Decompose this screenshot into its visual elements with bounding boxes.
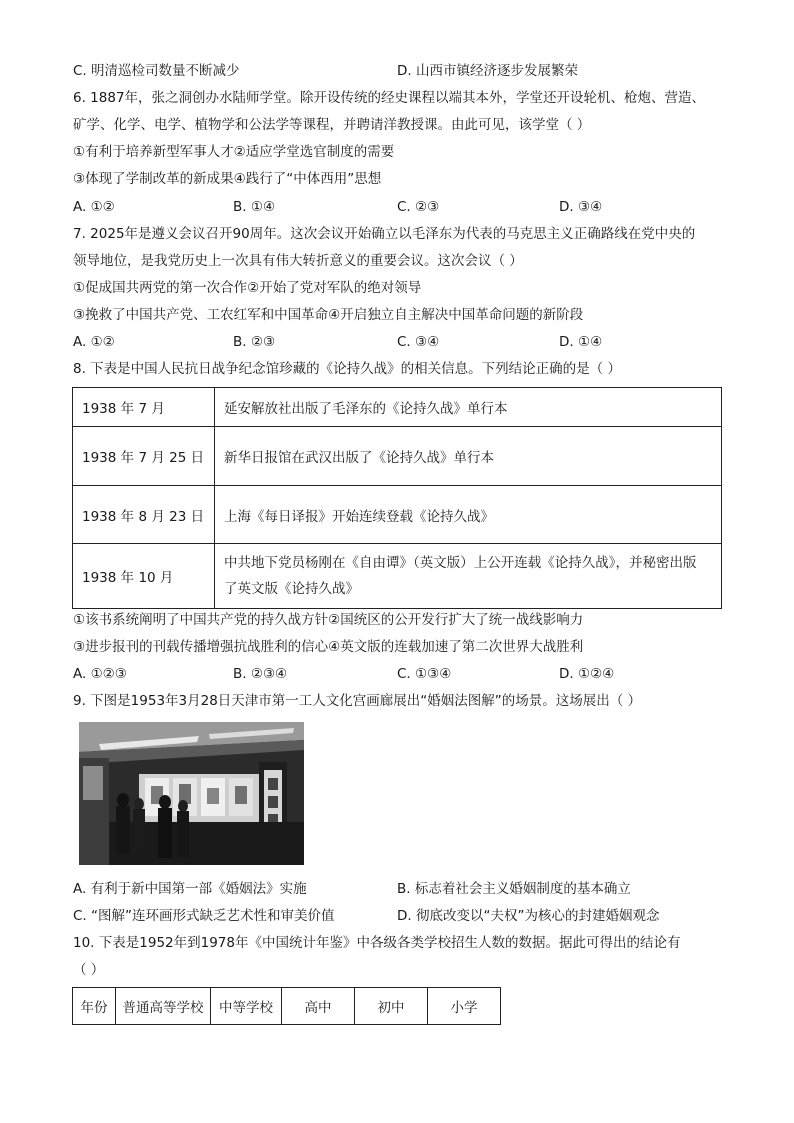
q7-option-b: B. ②③ <box>233 334 276 350</box>
q10-stem-line1: 10. 下表是1952年到1978年《中国统计年鉴》中各级各类学校招生人数的数据。据此可得出的结论有 <box>73 935 681 951</box>
q7-stem-line1: 7. 2025年是遵义会议召开90周年。这次会议开始确立以毛泽东为代表的马克思主义正确路线在党中央的 <box>73 226 696 242</box>
table-cell-date: 1938 年 8 月 23 日 <box>73 486 215 544</box>
table-cell-text-line1: 中共地下党员杨刚在《自由谭》（英文版）上公开连载《论持久战》，并秘密出版 <box>224 555 697 571</box>
table-cell-text-line2: 了英文版《论持久战》 <box>224 581 359 597</box>
q10-stem-line2: （ ） <box>73 962 105 978</box>
table-header-cell: 普通高等学校 <box>116 988 211 1025</box>
q9-option-a: A. 有利于新中国第一部《婚姻法》实施 <box>73 881 307 897</box>
table-cell-text: 延安解放社出版了毛泽东的《论持久战》单行本 <box>215 388 722 427</box>
table-row <box>73 544 722 609</box>
q10-table <box>72 987 501 1025</box>
q6-option-c: C. ②③ <box>397 199 440 215</box>
q6-statements-2: ③体现了学制改革的新成果④践行了“中体西用”思想 <box>73 171 382 187</box>
table-cell-text: 上海《每日译报》开始连续登载《论持久战》 <box>215 486 722 544</box>
q7-statements-2: ③挽救了中国共产党、工农红军和中国革命④开启独立自主解决中国革命问题的新阶段 <box>73 307 584 323</box>
q5-option-c: C. 明清巡检司数量不断减少 <box>73 63 240 79</box>
q6-statements-1: ①有利于培养新型军事人才②适应学堂选官制度的需要 <box>73 144 395 160</box>
q9-option-b: B. 标志着社会主义婚姻制度的基本确立 <box>397 881 631 897</box>
q7-option-a: A. ①② <box>73 334 115 350</box>
q9-stem: 9. 下图是1953年3月28日天津市第一工人文化宫画廊展出“婚姻法图解”的场景。这场展出（ ） <box>73 693 642 709</box>
q9-option-c: C. “图解”连环画形式缺乏艺术性和审美价值 <box>73 908 335 924</box>
q6-option-b: B. ①④ <box>233 199 276 215</box>
q8-stem: 8. 下表是中国人民抗日战争纪念馆珍藏的《论持久战》的相关信息。下列结论正确的是（ ） <box>73 361 621 377</box>
exhibition-photo <box>79 722 304 865</box>
table-header-cell: 中等学校 <box>211 988 282 1025</box>
q7-option-c: C. ③④ <box>397 334 440 350</box>
q7-stem-line2: 领导地位，是我党历史上一次具有伟大转折意义的重要会议。这次会议（ ） <box>73 253 523 269</box>
table-header-cell: 初中 <box>355 988 428 1025</box>
table-cell-date: 1938 年 7 月 <box>73 388 215 427</box>
q6-option-a: A. ①② <box>73 199 115 215</box>
q7-statements-1: ①促成国共两党的第一次合作②开始了党对军队的绝对领导 <box>73 280 422 296</box>
q6-stem-line1: 6. 1887年，张之洞创办水陆师学堂。除开设传统的经史课程以端其本外，学堂还开设轮机、枪炮、营造、 <box>73 90 706 106</box>
q8-statements-2: ③进步报刊的刊载传播增强抗战胜利的信心④英文版的连载加速了第二次世界大战胜利 <box>73 639 584 655</box>
table-cell-text <box>215 544 722 609</box>
table-header-row <box>73 988 501 1025</box>
table-row <box>73 388 722 427</box>
q6-stem-line2: 矿学、化学、电学、植物学和公法学等课程，并聘请洋教授课。由此可见，该学堂（ ） <box>73 117 591 133</box>
table-cell-date: 1938 年 7 月 25 日 <box>73 427 215 486</box>
table-row <box>73 486 722 544</box>
table-header-cell: 小学 <box>428 988 501 1025</box>
table-cell-date: 1938 年 10 月 <box>73 544 215 609</box>
q8-statements-1: ①该书系统阐明了中国共产党的持久战方针②国统区的公开发行扩大了统一战线影响力 <box>73 612 584 628</box>
q6-option-d: D. ③④ <box>559 199 603 215</box>
q5-option-d: D. 山西市镇经济逐步发展繁荣 <box>397 63 578 79</box>
table-header-cell: 年份 <box>73 988 116 1025</box>
q7-option-d: D. ①④ <box>559 334 603 350</box>
q8-option-c: C. ①③④ <box>397 666 452 682</box>
table-row <box>73 427 722 486</box>
q8-option-a: A. ①②③ <box>73 666 127 682</box>
q9-option-d: D. 彻底改变以“夫权”为核心的封建婚姻观念 <box>397 908 660 924</box>
q8-option-b: B. ②③④ <box>233 666 288 682</box>
table-cell-text: 新华日报馆在武汉出版了《论持久战》单行本 <box>215 427 722 486</box>
q8-table <box>72 387 722 609</box>
table-header-cell: 高中 <box>282 988 355 1025</box>
q8-option-d: D. ①②④ <box>559 666 615 682</box>
